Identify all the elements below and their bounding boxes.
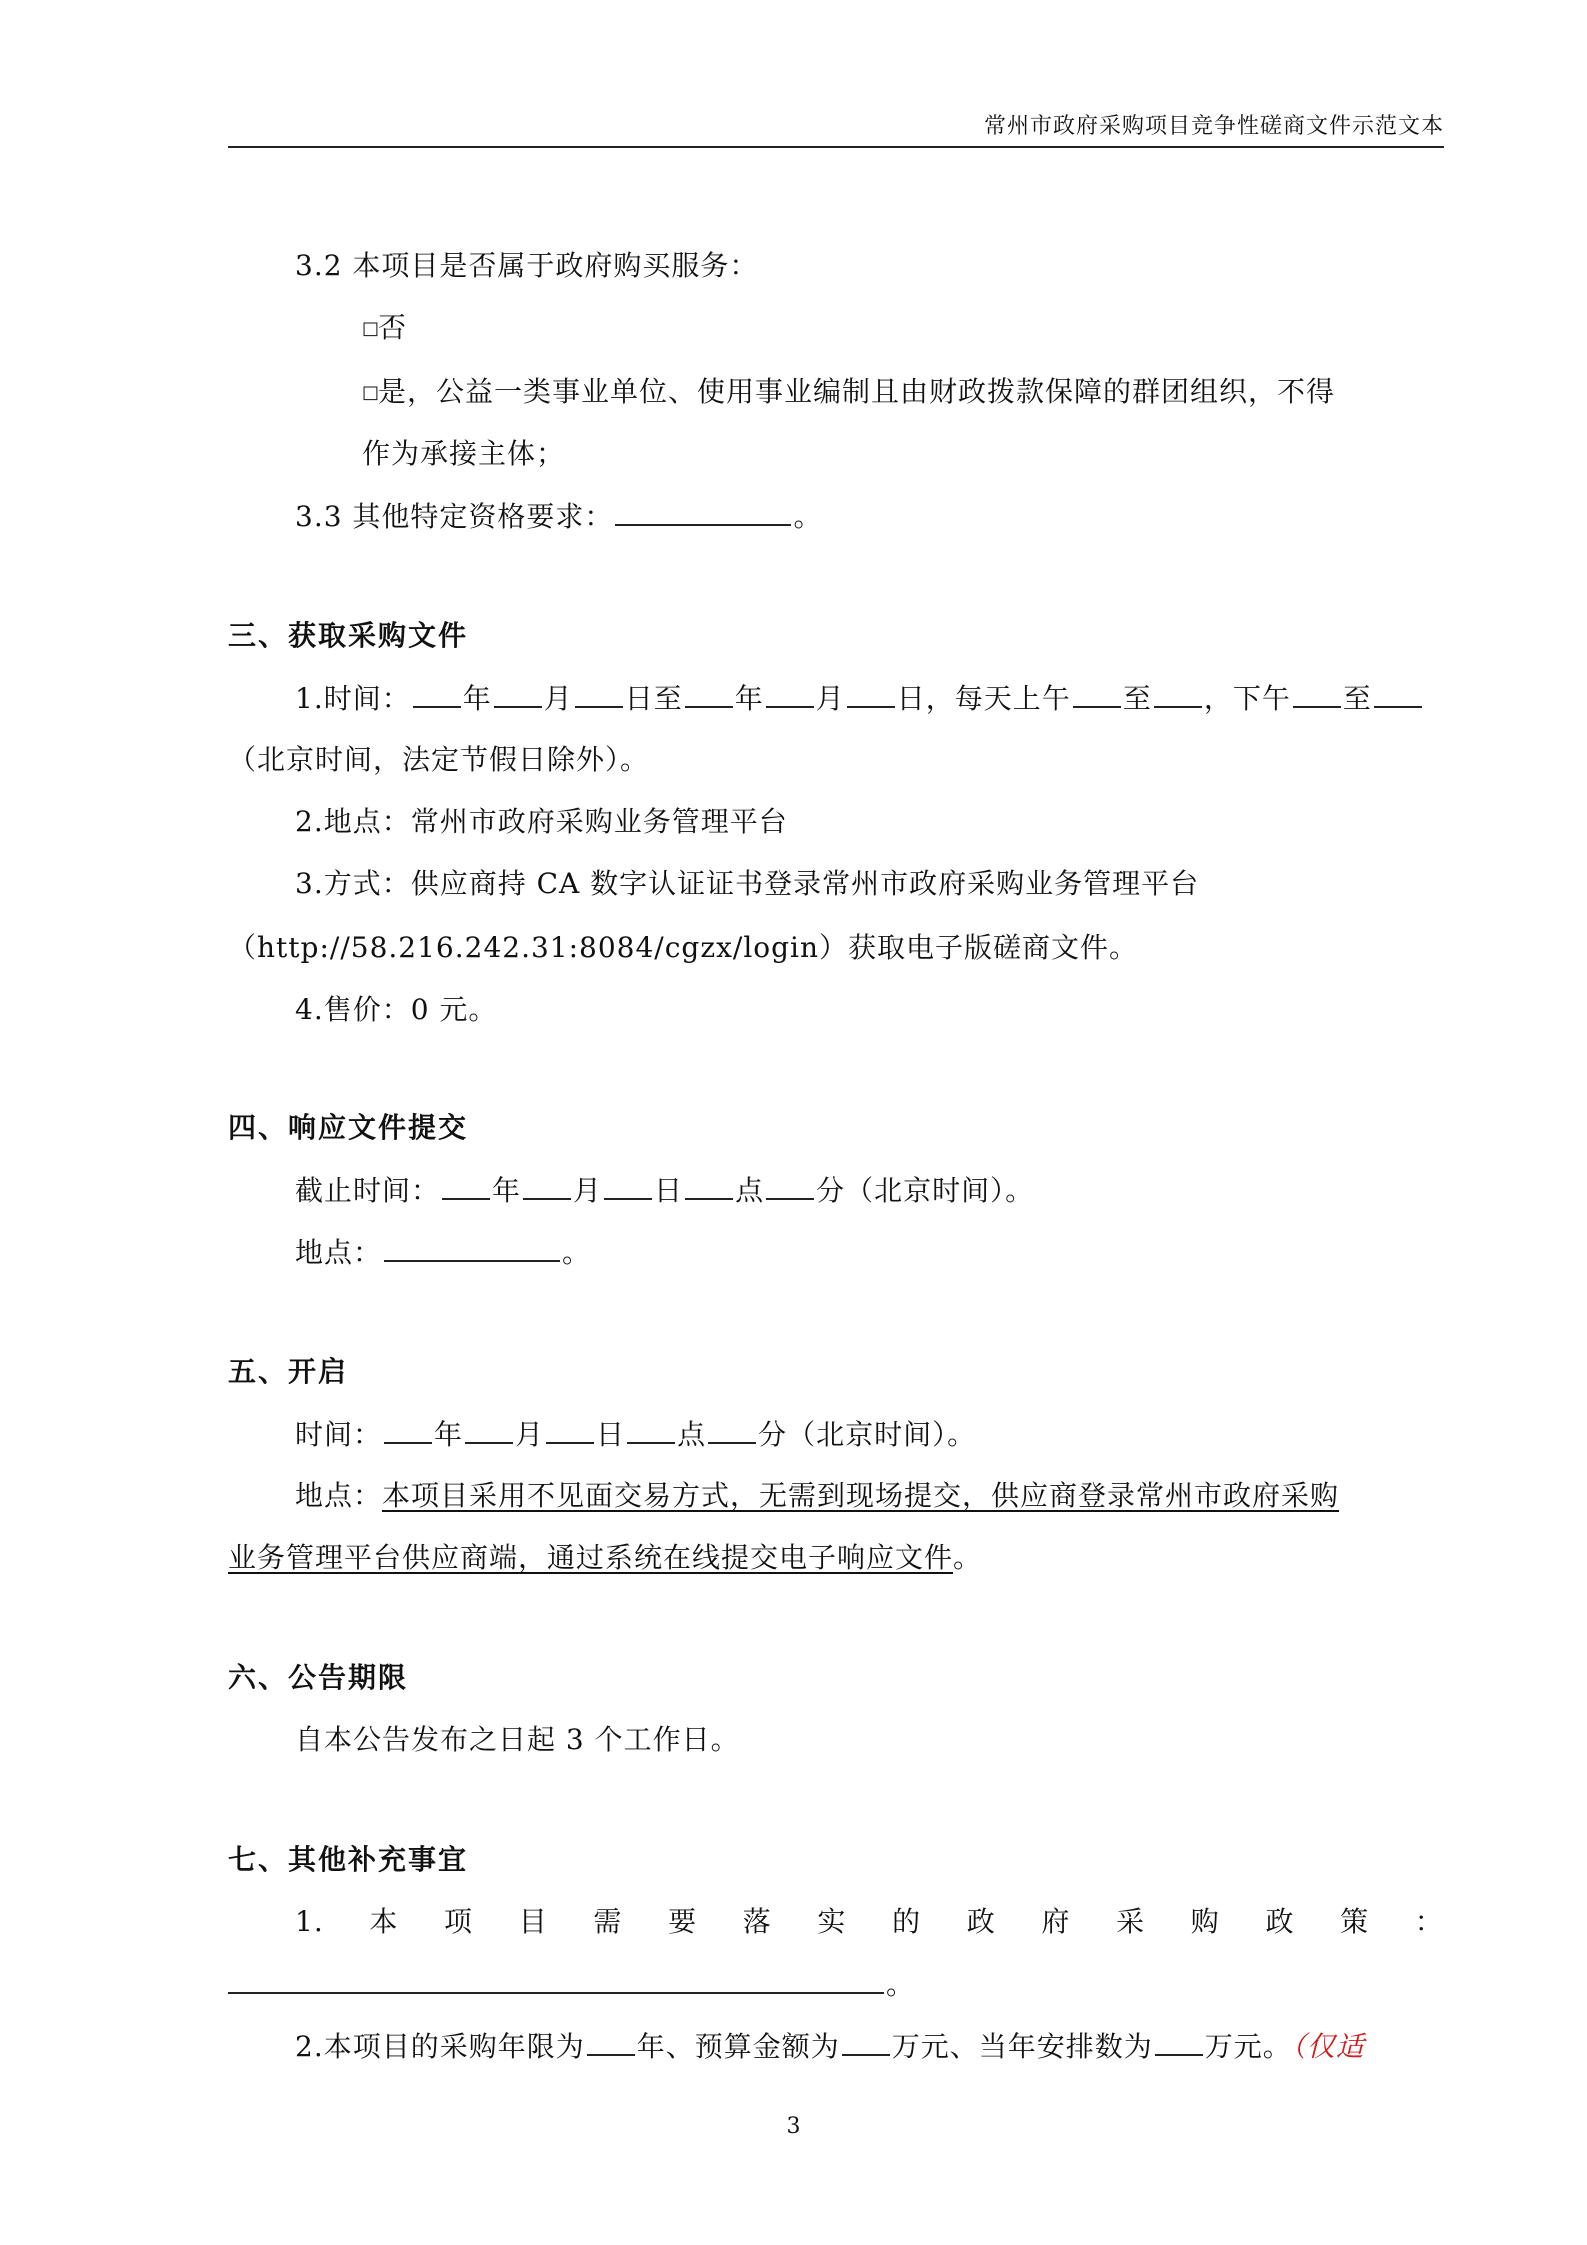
sec7-item1-line	[295, 1902, 1444, 1942]
blank-field[interactable]	[604, 1170, 652, 1200]
item1-char: 采	[1116, 1905, 1146, 1938]
item2-text: 年、预算金额为	[636, 2030, 840, 2063]
year-text: 年	[434, 1418, 464, 1451]
year-text: 年	[462, 682, 492, 715]
blank-field[interactable]	[615, 496, 791, 526]
day-to-text: 日至	[624, 682, 683, 715]
item2-text: 万元、当年安排数为	[891, 2030, 1153, 2063]
sec3-time-note: （北京时间，法定节假日除外）。	[228, 743, 650, 776]
blank-field[interactable]	[575, 678, 623, 708]
sec3-method-line2: （http://58.216.242.31:8084/cgzx/login）获取电子版磋商文件。	[228, 931, 1139, 964]
header-title: 常州市政府采购项目竞争性磋商文件示范文本	[983, 114, 1444, 139]
month-text: 月	[515, 1418, 545, 1451]
item1-char: 需	[593, 1905, 623, 1938]
sec6-text: 自本公告发布之日起 3 个工作日。	[295, 1723, 740, 1756]
item1-char: 政	[1265, 1905, 1295, 1938]
year-text: 年	[734, 682, 764, 715]
place-text: 业务管理平台供应商端，通过系统在线提交电子响应文件	[228, 1541, 954, 1574]
item1-char: 1.	[295, 1905, 324, 1938]
sec5-place-line1	[295, 1476, 1339, 1516]
blank-field[interactable]	[842, 2026, 890, 2056]
deadline-label: 截止时间：	[295, 1174, 441, 1207]
s32-option-yes-cont: 作为承接主体；	[362, 437, 566, 470]
blank-field[interactable]	[465, 1414, 513, 1444]
item1-char: 项	[444, 1905, 474, 1938]
blank-field[interactable]	[1155, 2026, 1203, 2056]
s32-title: 3.2 本项目是否属于政府购买服务：	[295, 249, 759, 282]
hour-text: 点	[735, 1174, 765, 1207]
sec5-heading: 五、开启	[228, 1355, 349, 1388]
page-number: 3	[786, 2114, 801, 2139]
s32-option-no-label: 否	[378, 311, 408, 344]
sec4-heading: 四、响应文件提交	[228, 1111, 469, 1144]
blank-field[interactable]	[523, 1170, 571, 1200]
pm-text: ，下午	[1203, 682, 1291, 715]
end-text: 。	[886, 1968, 916, 2001]
s33-label: 3.3 其他特定资格要求：	[295, 500, 614, 533]
blank-field[interactable]	[1293, 678, 1341, 708]
item1-char: 策	[1340, 1905, 1370, 1938]
checkbox-icon[interactable]: □	[362, 382, 381, 403]
s32-option-yes	[362, 372, 1335, 413]
blank-field[interactable]	[494, 678, 542, 708]
sec3-time-line	[295, 678, 1424, 719]
place-label: 地点：	[295, 1236, 383, 1269]
blank-field[interactable]	[847, 678, 895, 708]
blank-field[interactable]	[627, 1414, 675, 1444]
item2-text: 2.本项目的采购年限为	[295, 2030, 585, 2063]
month-text: 月	[815, 682, 845, 715]
sec6-heading: 六、公告期限	[228, 1661, 409, 1694]
s33-line	[295, 496, 822, 537]
sec7-item1-blank-line	[228, 1964, 915, 2005]
item2-note: （仅适	[1291, 2030, 1365, 2063]
day-text: 日	[654, 1174, 684, 1207]
sec3-heading: 三、获取采购文件	[228, 619, 469, 652]
blank-field[interactable]	[442, 1170, 490, 1200]
checkbox-icon[interactable]: □	[362, 318, 381, 339]
to-text: 至	[1122, 682, 1152, 715]
item1-char: 府	[1041, 1905, 1071, 1938]
sec4-deadline-line	[295, 1170, 1034, 1211]
blank-field[interactable]	[1374, 678, 1422, 708]
blank-field[interactable]	[228, 1964, 884, 1994]
blank-field[interactable]	[708, 1414, 756, 1444]
blank-field[interactable]	[766, 678, 814, 708]
blank-field[interactable]	[685, 1170, 733, 1200]
time-label: 时间：	[295, 1418, 383, 1451]
s33-end: 。	[793, 500, 823, 533]
day-am-text: 日，每天上午	[896, 682, 1071, 715]
item1-char: 实	[817, 1905, 847, 1938]
blank-field[interactable]	[1154, 678, 1202, 708]
blank-field[interactable]	[384, 1414, 432, 1444]
blank-field[interactable]	[413, 678, 461, 708]
item1-char: 的	[892, 1905, 922, 1938]
sec3-method-line1: 3.方式：供应商持 CA 数字认证证书登录常州市政府采购业务管理平台	[295, 867, 1200, 900]
item1-char: 本	[369, 1905, 399, 1938]
blank-field[interactable]	[685, 678, 733, 708]
sec5-time-line	[295, 1414, 976, 1455]
sec7-heading: 七、其他补充事宜	[228, 1843, 469, 1876]
item1-char: 要	[668, 1905, 698, 1938]
time-label: 1.时间：	[295, 682, 411, 715]
sec7-item2-line	[295, 2026, 1365, 2067]
item1-char: 目	[518, 1905, 548, 1938]
item1-char: 落	[742, 1905, 772, 1938]
to-text: 至	[1342, 682, 1372, 715]
sec4-place-line	[295, 1232, 591, 1273]
month-text: 月	[573, 1174, 603, 1207]
s32-option-yes-label: 是，公益一类事业单位、使用事业编制且由财政拨款保障的群团组织，不得	[378, 375, 1336, 408]
place-label: 地点：	[295, 1479, 383, 1512]
sec5-place-line2	[228, 1538, 982, 1578]
place-text: 本项目采用不见面交易方式，无需到现场提交，供应商登录常州市政府采购	[382, 1479, 1340, 1512]
month-text: 月	[543, 682, 573, 715]
year-text: 年	[492, 1174, 522, 1207]
sec3-price: 4.售价：0 元。	[295, 993, 498, 1026]
blank-field[interactable]	[546, 1414, 594, 1444]
sec3-place: 2.地点：常州市政府采购业务管理平台	[295, 805, 788, 838]
header-rule	[228, 146, 1444, 148]
item1-char: ：	[1414, 1905, 1444, 1938]
day-text: 日	[596, 1418, 626, 1451]
hour-text: 点	[677, 1418, 707, 1451]
minute-text: 分（北京时间）。	[758, 1418, 977, 1451]
end-text: 。	[953, 1541, 983, 1574]
blank-field[interactable]	[587, 2026, 635, 2056]
item2-text: 万元。	[1204, 2030, 1292, 2063]
blank-field[interactable]	[1073, 678, 1121, 708]
item1-char: 购	[1190, 1905, 1220, 1938]
minute-text: 分（北京时间）。	[816, 1174, 1035, 1207]
blank-field[interactable]	[384, 1232, 560, 1262]
end-text: 。	[562, 1236, 592, 1269]
item1-char: 政	[966, 1905, 996, 1938]
s32-option-no	[362, 308, 407, 349]
blank-field[interactable]	[766, 1170, 814, 1200]
